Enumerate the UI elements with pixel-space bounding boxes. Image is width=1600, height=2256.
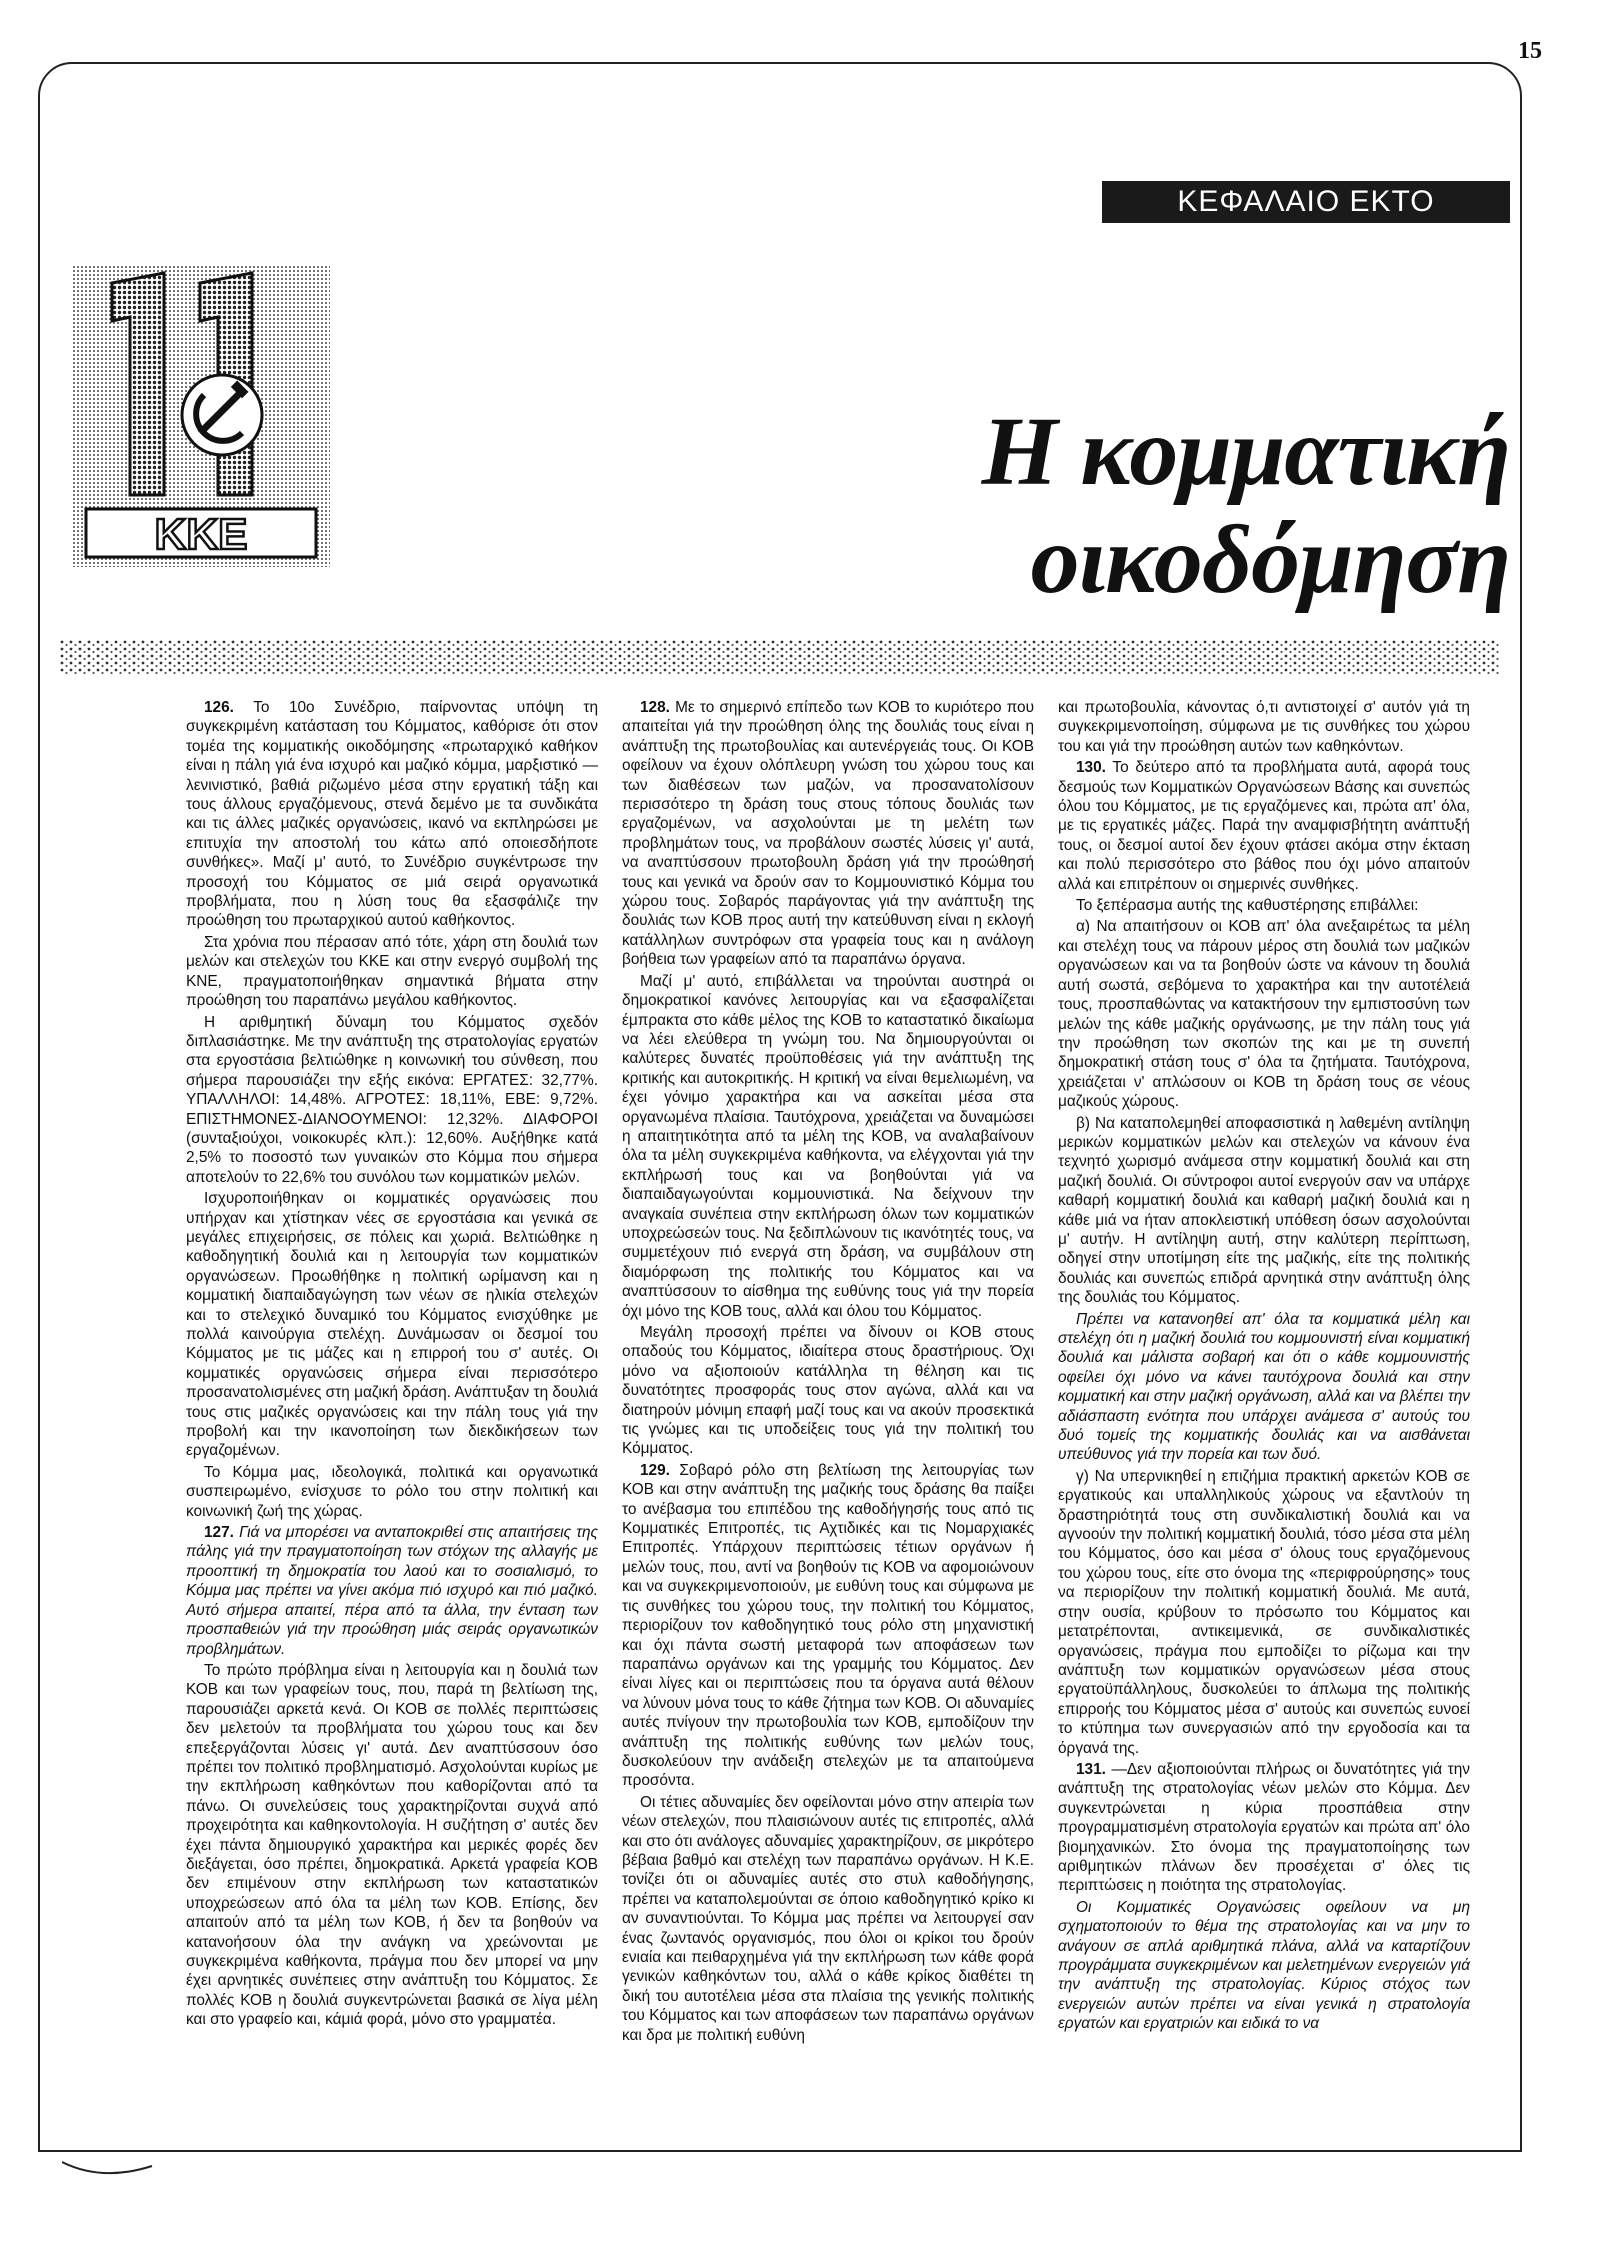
decorative-rule [60,640,1500,674]
column-2 [622,698,1034,2047]
paragraph-text: β) Να καταπολεμηθεί αποφασιστικά η λαθεμένη αντίληψη μερικών κομματικών μελών και στελεχών να κάνουν ένα τεχνητό χωρισμό ανάμεσα στην κομματική δουλιά και στη μαζική δουλιά. Οι σύντροφοι αυτοί ενεργούν σαν να υπάρχε καθαρή κομματική δουλιά και καθαρή μαζική δουλιά και η κάθε μιά να ήταν αποκλειστική υπόθεση όσων ασχολούνται μ' αυτήν. Η αντίληψη αυτή, στην καλύτερη περίπτωση, οδηγεί στην υποτίμηση είτε της μαζικής, είτε της πολιτικής δουλιάς και συνεπώς επιδρά αρνητικά στην ανάπτυξη όλης της δουλιάς του Κόμματος. [1058,1114,1470,1307]
paragraph-text: —Δεν αξιοποιούνται πλήρως οι δυνατότητες γιά την ανάπτυξη της στρατολογίας νέων μελών στο Κόμμα. Δεν συγκεντρώνεται η κύρια προσπάθεια στην προγραμματισμένη στρατολογία εργατών και πρώτα απ' όλο βιομηχανικών. Στο όνομα της πραγματοποίησης των αριθμητικών πλάνων δεν προσέχεται σ' όλες τις περιπτώσεις η ποιότητα της στρατολογίας. [1058,1760,1471,1895]
paragraph-number: 126. [204,699,234,716]
paragraph-number: 129. [640,1461,670,1479]
paragraph-text: Με το σημερινό επίπεδο των ΚΟΒ το κυριότερο που απαιτείται γιά την προώθηση όλης της δουλιάς τους είναι η ανάπτυξη της πρωτοβουλίας και αυτενέργειάς τους. Οι ΚΟΒ οφείλουν να έχουν ολόπλευρη γνώση του χώρου τους και των διαθέσεων των μαζών, να προσανατολίσουν περισσότερο τη δράση τους στους τόπους δουλιάς των εργαζομένων, να ασχολούνται με τη μελέτη των προβλημάτων τους, να προβάλουν σωστές λύσεις γι' αυτά, να αναπτύσσουν πρωτοβουλη δράση γιά την προώθησή τους και γενικά να δρούν σαν το Κομμουνιστικό Κόμμα του χώρου τους. Σοβαρός παράγοντας γιά την ανάπτυξη της δουλιάς των ΚΟΒ προς αυτή την κατεύθυνση είναι η εκλογή κατάλληλων συντρόφων στα γραφεία τους και η ανάλογη βοήθεια των γραφείων από τα παραπάνω όργανα. [622,699,1034,969]
paragraph-text: Η αριθμητική δύναμη του Κόμματος σχεδόν διπλασιάστηκε. Με την ανάπτυξη της στρατολογίας εργατών στα εργοστάσια βελτιώθηκε η κοινωνική του σύνθεση, που σήμερα παρουσιάζει την εξής εικόνα: ΕΡΓΑΤΕΣ: 32,77%. ΥΠΑΛΛΗΛΟΙ: 14,48%. ΑΓΡΟΤΕΣ: 18,11%, ΕΒΕ: 9,72%. ΕΠΙΣΤΗΜΟΝΕΣ-ΔΙΑΝΟΟΥΜΕΝΟΙ: 12,32%. ΔΙΑΦΟΡΟΙ (συνταξιούχοι, νοικοκυρές κλπ.): 12,60%. Αυξήθηκε κατά 2,5% το ποσοστό των γυναικών στο Κόμμα που σήμερα αποτελούν το 22,6% του συνόλου των κομματικών μελών. [186,1013,598,1186]
column-3 [1058,698,1470,2047]
paragraph-text: γ) Να υπερνικηθεί η επιζήμια πρακτική αρκετών ΚΟΒ σε εργατικούς και υπαλληλικούς χώρους να εξαντλούν τη δραστηριότητά τους στη συνδικαλιστική δουλιά και να αγνοούν την πολιτική κομματική δουλιά, τόσο μέσα στα μέλη του Κόμματος, όσο και μέσα σ' όλους τους εργαζόμενους του χώρου τους, είτε στο όνομα της «περιφρούρησης» τους να περιορίζουν την πολιτική κομματική δουλιά. Με αυτά, στην ουσία, κρύβουν το πρόσωπο του Κόμματος και μετατρέπονται, αντικειμενικά, σε συνδικαλιστικές οργανώσεις, πράγμα που εμποδίζει το ρίζωμα και την ανάπτυξη των κομματικών οργανώσεων μέσα στους εργατοϋπάλληλους, δυσκολεύει το άπλωμα της πολιτικής επιρροής του Κόμματος μέσα σ' αυτούς και συνεπώς ευνοεί το κτύπημα των συνεργασιών από την εργοδοσία και τα όργανά της. [1058,1467,1470,1757]
chapter-title [982,398,1510,614]
paragraph-number: 127. [204,1524,234,1542]
paragraph-number: 130. [1076,759,1106,777]
bottom-border-decoration [62,2152,1462,2192]
paragraph-text: και πρωτοβουλία, κάνοντας ό,τι αντιστοιχεί σ' αυτόν γιά τη συγκεκριμενοποίηση, σύμφωνα με τις συνθήκες του χώρου του και γιά την προώθηση αυτών των καθηκόντων. [1058,699,1470,755]
paragraph-number: 131. [1076,1760,1106,1778]
paragraph-text: Το Κόμμα μας, ιδεολογικά, πολιτικά και οργανωτικά συσπειρωμένο, ενίσχυσε το ρόλο του στην πολιτική και κοινωνική ζωή της χώρας. [186,1463,598,1520]
paragraph-text: α) Να απαιτήσουν οι ΚΟΒ απ' όλα ανεξαιρέτως τα μέλη και στελέχη τους να πάρουν μέρος στη δουλιά των μαζικών οργανώσεων και να τα βοηθούν ώστε να κάνουν τη δουλιά αυτή σωστά, σεβόμενα το χαρακτήρα και την αυτοτέλειά τους, προσπαθώντας να κατακτήσουν την εμπιστοσύνη των μελών της κάθε μαζικής οργάνωσης, με την πάλη τους γιά την προώθηση των σκοπών της και με τη συνεπή δημοκρατική στάση τους σ' όλα τα ζητήματα. Ταυτόχρονα, χρειάζεται ν' απλώσουν οι ΚΟΒ τη δράση τους σε νέους μαζικούς χώρους. [1058,918,1470,1111]
column-1 [186,698,598,2047]
kke-11-logo [72,265,330,567]
title-line-1: Η κομματική [981,398,1510,506]
paragraph-text: Το πρώτο πρόβλημα είναι η λειτουργία και η δουλιά των ΚΟΒ και των γραφείων τους, που, παρά τη βελτίωση της, παρουσιάζει αρκετά κενά. Οι ΚΟΒ σε πολλές περιπτώσεις δεν μελετούν τα προβλήματα του χώρου τους και δεν επεξεργάζονται λύσεις γι' αυτά. Δεν αναπτύσσουν όσο πρέπει τον πολιτικό προβληματισμό. Ασχολούνται κυρίως με την εκπλήρωση καθηκόντων που καθορίζονται από τα πάνω. Οι συνελεύσεις τους χαρακτηρίζονται συχνά από προχειρότητα και καθηκοντολογία. Η συζήτηση σ' αυτές δεν έχει πάντα δημιουργικό χαρακτήρα και μερικές φορές δεν διεξάγεται, όσο πρέπει, δημοκρατικά. Αρκετά γραφεία ΚΟΒ δεν επιμένουν στην εκπλήρωση των καταστατικών υποχρεώσεων από όλα τα μέλη των ΚΟΒ. Επίσης, δεν απαιτούν από τα μέλη των ΚΟΒ, ή δεν τα βοηθούν να κατανοήσουν όλα την ανάγκη να χρεώνονται με συγκεκριμένα καθήκοντα, πράγμα που δεν μπορεί να μην έχει αρνητικές συνέπειες στην ανάπτυξη του Κόμματος. Σε πολλές ΚΟΒ η δουλιά συγκεντρώνεται βασικά σε λίγα μέλη και στο γραφείο και, κάμιά φορά, μόνο στο γραμματέα. [186,1661,598,2029]
paragraph-text: Γιά να μπορέσει να ανταποκριθεί στις απαιτήσεις της πάλης γιά την πραγματοποίηση των στόχων της αλλαγής με προοπτική τη δημοκρατία του λαού και το σοσιαλισμό, το Κόμμα μας πρέπει να γίνει ακόμα πιό ισχυρό και πιό μαζικό. Αυτό σήμερα απαιτεί, πέρα από τα άλλα, την ένταση των προσπαθειών γιά την προώθηση μιάς σειράς οργανωτικών προβλημάτων. [186,1524,599,1658]
paragraph-text: Στα χρόνια που πέρασαν από τότε, χάρη στη δουλιά των μελών και στελεχών του ΚΚΕ και στην ενεργό συμβολή της ΚΝΕ, πραγματοποιήθηκαν σημαντικά βήματα στην προώθηση του παραπάνω μεγάλου καθήκοντος. [186,933,598,1010]
paragraph-number: 128. [640,699,670,716]
chapter-banner: ΚΕΦΑΛΑΙΟ ΕΚΤΟ [1102,181,1510,223]
paragraph-text: Το 10ο Συνέδριο, παίρνοντας υπόψη τη συγκεκριμένη κατάσταση του Κόμματος, καθόρισε ότι στον τομέα της κομματικής οικοδόμησης «πρωταρχικό καθήκον είναι η πάλη γιά ένα ισχυρό και μαζικό κόμμα, μαρξιστικό — λενινιστικό, βαθιά ριζωμένο μέσα στην εργατική τάξη και τους άλλους εργαζόμενους, στενά δεμένο με τα συνδικάτα και τις άλλες μαζικές οργανώσεις, ικανό να εκπληρώσει με επιτυχία την αποστολή του κάτω από οποιεσδήποτε συνθήκες». Μαζί μ' αυτό, το Συνέδριο συγκέντρωσε την προσοχή του Κόμματος σε μιά σειρά οργανωτικά προβλήματα, που η λύση τους θα εξασφάλιζε την προώθηση του πρωταρχικού αυτού καθήκοντος. [186,699,598,930]
page-number: 15 [1518,38,1542,64]
paragraph-text: Οι τέτιες αδυναμίες δεν οφείλονται μόνο στην απειρία των νέων στελεχών, που πλαισιώνουν αυτές τις επιτροπές, αλλά και στο ότι ανάλογες αδυναμίες χαρακτηρίζουν, σε μικρότερο βέβαια βαθμό και στελέχη των παραπάνω οργάνων. Η Κ.Ε. τονίζει ότι οι αδυναμίες αυτές στο στυλ καθοδήγησης, πρέπει να καταπολεμούνται σε όποιο καθοδηγητικό κρίκο κι αν συναντιούνται. Το Κόμμα μας πρέπει να λειτουργεί σαν ένας ζωντανός οργανισμός, που όλοι οι κρίκοι του δρούν ενιαία και πειθαρχημένα γιά την εκπλήρωση των κάθε φορά γενικών καθηκόντων του, αλλά ο κάθε κρίκος διαθέτει τη δική του αυτοτέλεια μέσα στα πλαίσια της γενικής πολιτικής του Κόμματος και των αποφάσεων των παραπάνω οργάνων και δρα με πολιτική ευθύνη [622,1793,1034,2044]
paragraph-text: Οι Κομματικές Οργανώσεις οφείλουν να μη σχηματοποιούν το θέμα της στρατολογίας και να μην το ανάγουν σε απλά αριθμητικά πλάνα, αλλά να καταρτίζουν προγράμματα συγκεκριμένων και μελετημένων ενεργειών γιά την ανάπτυξη της στρατολογίας. Κύριος στόχος των ενεργειών αυτών πρέπει να είναι γενικά η στρατολογία εργατών και εργατριών και ειδικά το να [1058,1898,1470,2033]
paragraph-text: Πρέπει να κατανοηθεί απ' όλα τα κομματικά μέλη και στελέχη ότι η μαζική δουλιά του κομμουνιστή είναι κομματική δουλιά και μάλιστα σοβαρή και ότι ο κάθε κομμουνιστής οφείλει όχι μόνο να κάνει ταυτόχρονα δουλιά και στην κομματική και στην μαζική οργάνωση, αλλά και να βλέπει την αδιάσπαστη ενότητα που υπάρχει ανάμεσα σ' αυτούς του δυό τομείς της κομματικής δουλιάς και να αισθάνεται υπεύθυνος γιά την πορεία και των δυό. [1058,1310,1470,1464]
paragraph-text: Μαζί μ' αυτό, επιβάλλεται να τηρούνται αυστηρά οι δημοκρατικοί κανόνες λειτουργίας και να εξασφαλίζεται έμπρακτα στο κάθε μέλος της ΚΟΒ το καταστατικό δικαίωμα να λέει ελεύθερα τη γνώμη του. Να δημιουργούνται οι καλύτερες δυνατές προϋποθέσεις γιά την ανάπτυξη της κριτικής και αυτοκριτικής. Η κριτική να είναι θεμελιωμένη, να έχει γόνιμο χαρακτήρα και να ασκείται μέσα στα οργανωμένα πλαίσια. Ταυτόχρονα, χρειάζεται να δυναμώσει η απαιτητικότητα από τα μέλη της ΚΟΒ, να αναλαβαίνουν όλα τα μέλη συγκεκριμένα καθήκοντα, να ελέγχονται γιά την εκπλήρωσή τους και να βοηθούνται γιά να διαπαιδαγωγούνται κομμουνιστικά. Να δείχνουν την αναγκαία συνέπεια στην εκπλήρωση όλων των κομματικών υποχρεώσεών τους. Να ξεδιπλώνουν τις ικανότητές τους, να συμμετέχουν πιό ενεργά στη δράση, να συμβάλουν στη διαμόρφωση της πολιτικής του Κόμματος και να αναπτύσσουν το αίσθημα της ευθύνης τους γιά την πορεία όχι μόνο της ΚΟΒ τους, αλλά και όλου του Κόμματος. [622,972,1034,1320]
paragraph-text: Ισχυροποιήθηκαν οι κομματικές οργανώσεις που υπήρχαν και χτίστηκαν νέες σε εργοστάσια και γενικά σε μεγάλες επιχειρήσεις, σε πόλεις και χωριά. Βελτιώθηκε η καθοδηγητική δουλιά και η λειτουργία των κομματικών οργανώσεων. Προωθήθηκε η πολιτική ωρίμανση και η κομματική διαπαιδαγώγηση των νέων σε ηλικία στελεχών και το στελεχικό δυναμικό του Κόμματος ενισχύθηκε με πολλά καινούργια στελέχη. Δυνάμωσαν οι δεσμοί του Κόμματος με τις μάζες και η επιρροή του σ' αυτές. Οι κομματικές οργανώσεις σήμερα είναι περισσότερο προσανατολισμένες στη μαζική δράση. Ανάπτυξαν τη δουλιά τους στις μαζικές οργανώσεις και την πάλη τους γιά την προβολή και την ικανοποίηση των διεκδικήσεων των εργαζομένων. [186,1190,598,1460]
logo-party-text: ΚΚΕ [154,510,248,559]
paragraph-text: Σοβαρό ρόλο στη βελτίωση της λειτουργίας των ΚΟΒ και στην ανάπτυξη της μαζικής τους δράσης θα παίξει το ανέβασμα του επιπέδου της καθοδήγησής τους από τις Κομματικές Επιτροπές, τις Αχτιδικές και τις Νομαρχιακές Επιτροπές. Υπάρχουν περιπτώσεις τέτιων οργάνων ή μελών τους, που, αντί να βοηθούν τις ΚΟΒ να αφομοιώνουν και να συγκεκριμενοποιούν, με ευθύνη τους και σύμφωνα με τις συνθήκες του χώρου τους, την πολιτική του Κόμματος, περιορίζουν τον καθοδηγητικό τους ρόλο στη μηχανιστική και όχι πάντα σωστή μεταφορά των αποφάσεων των παραπάνω οργάνων και της γραμμής του Κόμματος. Δεν είναι λίγες και οι περιπτώσεις που τα όργανα αυτά θέλουν να λύνουν μόνα τους το κάθε ζήτημα των ΚΟΒ. Οι αδυναμίες αυτές πνίγουν την πρωτοβουλία των ΚΟΒ, εμποδίζουν την ανάπτυξη της πολιτικής ευθύνης των μελών τους, δυσκολεύουν την ανάδειξη στελεχών με τα απαιτούμενα προσόντα. [622,1461,1034,1790]
paragraph-text: Το ξεπέρασμα αυτής της καθυστέρησης επιβάλλει: [1076,897,1419,915]
paragraph-text: Το δεύτερο από τα προβλήματα αυτά, αφορά τους δεσμούς των Κομματικών Οργανώσεων Βάσης και συνεπώς όλου του Κόμματος, με τις εργαζόμενες και, πρώτα απ' όλα, με τις εργατικές μάζες. Παρά την αναμφισβήτητη ανάπτυξή τους, οι δεσμοί αυτοί δεν έχουν φτάσει ακόμα στην έκταση και πολύ περισσότερο στο βάθος που όχι μόνο απαιτούν αλλά και επιτρέπουν οι σημερινές συνθήκες. [1058,759,1470,893]
paragraph-text: Μεγάλη προσοχή πρέπει να δίνουν οι ΚΟΒ στους οπαδούς του Κόμματος, ιδιαίτερα στους δραστήριους. Όχι μόνο να αξιοποιούν κατάλληλα τη θέληση και τις δυνατότητες προσφοράς τους στον αγώνα, αλλά και να διατηρούν μόνιμη επαφή μαζί τους και να ακούν προσεκτικά τις γνώμες και τις υποδείξεις τους γιά την πολιτική του Κόμματος. [622,1324,1034,1458]
title-line-2: οικοδόμηση [1030,506,1510,614]
